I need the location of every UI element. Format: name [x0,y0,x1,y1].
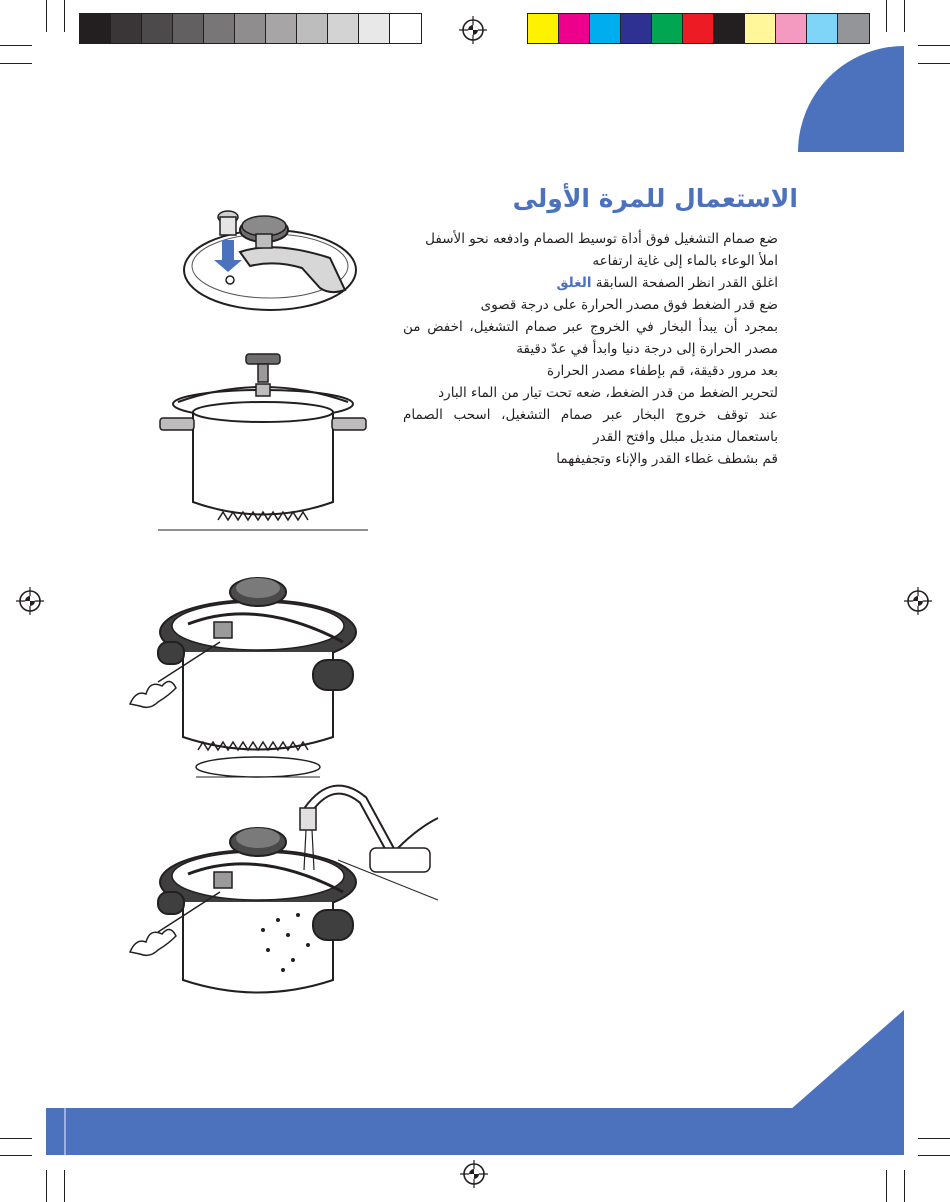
gray-swatch [80,14,111,43]
corner-tab-bottom [790,1010,904,1110]
gray-swatch [111,14,142,43]
footer-tick [64,1108,66,1155]
gray-swatch [173,14,204,43]
pot-on-burner-illustration [158,352,368,537]
crop-mark [918,1155,950,1156]
registration-mark-icon [904,587,932,615]
closing-link[interactable]: الغلق [556,275,592,291]
crop-mark [886,1170,887,1202]
crop-mark [0,1155,32,1156]
step-5: بمجرد أن يبدأ البخار في الخروج عبر صمام التشغيل، اخفض من مصدر الحرارة إلى درجة دنيا وابدأ في عدّ دقيقة [403,319,778,357]
gray-swatch [235,14,266,43]
step-6: بعد مرور دقيقة، قم بإطفاء مصدر الحرارة [546,363,778,379]
crop-mark [904,1170,905,1202]
gray-swatch [142,14,173,43]
step-1: ضع صمام التشغيل فوق أداة توسيط الصمام وادفعه نحو الأسفل [425,231,778,247]
instruction-list [403,228,798,470]
registration-mark-icon [459,16,487,44]
process-swatch [528,14,559,43]
cold-water-tap-illustration [128,770,443,1010]
step-8: عند توقف خروج البخار عبر صمام التشغيل، اسحب الصمام باستعمال منديل مبلل وافتح القدر [403,407,778,445]
crop-mark [918,1138,950,1139]
process-swatch [683,14,714,43]
process-swatch [652,14,683,43]
gray-swatch [204,14,235,43]
step-9: قم بشطف غطاء القدر والإناء وتجفيفهما [556,451,778,467]
gray-swatch [328,14,359,43]
crop-mark [0,1138,32,1139]
step-7: لتحرير الضغط من قدر الضغط، ضعه تحت تيار من الماء البارد [438,385,778,401]
crop-mark [46,0,47,32]
corner-tab-top [798,46,904,152]
step-3: اغلق القدر انظر الصفحة السابقة الغلق [556,275,778,291]
gray-swatch [297,14,328,43]
crop-mark [918,63,950,64]
steam-release-illustration [128,572,368,787]
crop-mark [904,0,905,32]
crop-mark [64,0,65,32]
step-4: ضع قدر الضغط فوق مصدر الحرارة على درجة قصوى [480,297,778,313]
registration-mark-icon [16,587,44,615]
crop-mark [0,63,32,64]
process-color-bar [527,13,870,44]
process-swatch [559,14,590,43]
footer-band [46,1108,904,1155]
gray-swatch [359,14,390,43]
process-swatch [776,14,807,43]
process-swatch [745,14,776,43]
grayscale-color-bar [79,13,422,44]
crop-mark [886,0,887,32]
registration-mark-icon [460,1160,488,1188]
crop-mark [0,45,32,46]
process-swatch [807,14,838,43]
crop-mark [918,45,950,46]
gray-swatch [390,14,421,43]
step-2: املأ الوعاء بالماء إلى غاية ارتفاعه [592,253,778,269]
page-title: الاستعمال للمرة الأولى [512,184,798,213]
valve-on-lid-illustration [180,200,360,320]
crop-mark [64,1170,65,1202]
process-swatch [838,14,869,43]
process-swatch [621,14,652,43]
process-swatch [590,14,621,43]
crop-mark [46,1170,47,1202]
gray-swatch [266,14,297,43]
process-swatch [714,14,745,43]
